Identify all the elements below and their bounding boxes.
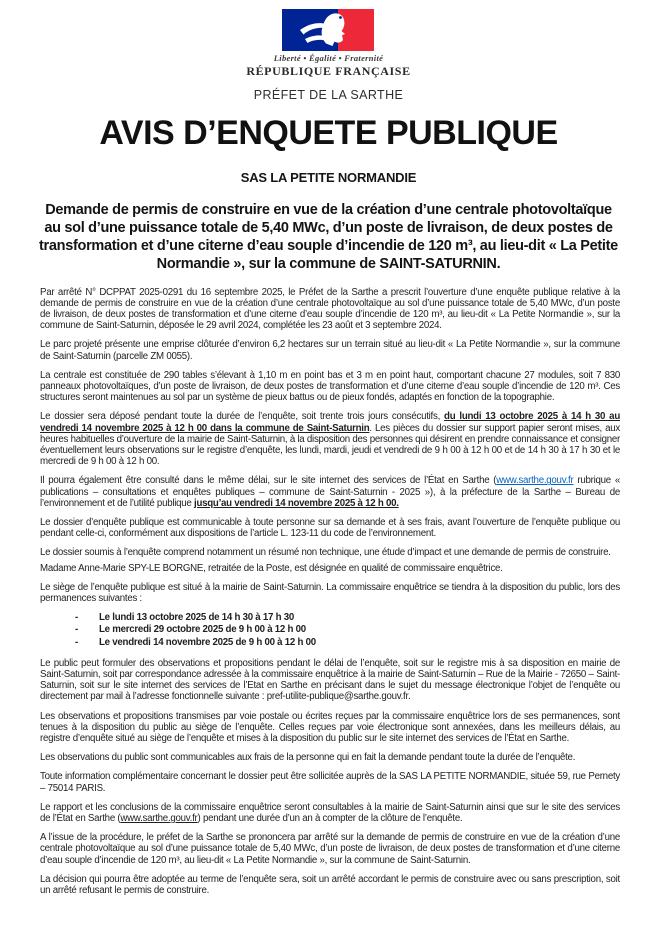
republique-francaise-logo [246, 9, 410, 79]
permanence-item-label: Le lundi 13 octobre 2025 de 14 h 30 à 17 h 30 [99, 612, 294, 624]
paragraph-issue-procedure [40, 832, 620, 866]
permanence-item [75, 612, 620, 623]
sarthe-gouv-link[interactable]: www.sarthe.gouv.fr [120, 813, 198, 825]
paragraph-information-complementaire [40, 771, 620, 793]
text-segment: . Les pièces du dossier sur support papier seront mises, aux heures habituelles d’ouverture de la mairie de Saint-Saturnin, à la disposition des personnes qui désirent en prendre connaissance et consigner éventuellement leurs observations sur le registre d’enquête, les lundi, mardi, jeudi et vendredi de 9 h 00 à 12 h 00 et de 14 h 30 à 17 h 30 et le mercredi de 9 h 00 à 12 h 00. [40, 422, 620, 468]
paragraph-dossier-depose [40, 411, 620, 467]
text-segment: Toute information complémentaire concernant le dossier peut être sollicitée auprès de la SAS LA PETITE NORMANDIE, située 59, rue Pernety – 75014 PARIS. [40, 771, 620, 794]
text-segment: du lundi 13 octobre 2025 à 14 h 30 au vendredi 14 novembre 2025 à 12 h 00 dans la commune de Saint-Saturnin [40, 411, 620, 434]
permanences-list [75, 612, 620, 648]
document-header [0, 0, 657, 102]
republic-label: RÉPUBLIQUE FRANÇAISE [246, 64, 411, 78]
prefecture-label: PRÉFET DE LA SARTHE [253, 88, 404, 102]
marianne-flag-icon [282, 9, 374, 51]
text-segment: Le dossier soumis à l’enquête comprend notamment un résumé non technique, une étude d’impact et une demande de permis de construire. [40, 547, 611, 559]
intro-paragraph: Demande de permis de construire en vue de la création d’une centrale photovoltaïque au sol d’une puissance totale de 5,40 MWc, d’un poste de livraison, de deux postes de transformation et d’une citerne d’eau souple d’incendie de 120 m³, au lieu-dit « La Petite Normandie », sur la commune de SAINT-SATURNIN. [39, 202, 618, 273]
paragraph-observations-transmises [40, 711, 620, 745]
text-segment: Le public peut formuler des observations et propositions pendant le délai de l’enquête, soit sur le registre mis à sa disposition en mairie de Saint-Saturnin, soit par correspondance adressée à la commissaire enquêtrice à la mairie de Saint-Saturnin – Rue de la Mairie - 72650 – Saint-Saturnin, soit sur le site internet des services de l’Etat en Sarthe en précisant dans le sujet du message électronique l’objet de l’enquête ou directement par mail à l’adresse fonctionnelle suivante : pref-utilite-publique@sarthe.gouv.fr. [40, 657, 620, 703]
permanence-item-label: Le vendredi 14 novembre 2025 de 9 h 00 à 12 h 00 [99, 636, 316, 648]
text-segment: Les observations et propositions transmises par voie postale ou écrites reçues par la commissaire enquêtrice lors de ses permanences, sont tenues à la disposition du public au siège de l’enquête. Celles reçues par voie électronique sont annexées, dans les meilleurs délais, au registre d’enquête situé au siège de l’enquête et mises à la disposition du public sur le site internet des services de l’État en Sarthe. [40, 710, 620, 744]
permanence-item [75, 624, 620, 635]
paragraph-communicable [40, 517, 620, 539]
text-segment: jusqu’au vendredi 14 novembre 2025 à 12 h 00. [194, 497, 399, 509]
list-dash-marker: - [75, 624, 78, 636]
paragraph-observations-public [40, 658, 620, 703]
text-segment: ) pendant une durée d’un an à compter de la clôture de l’enquête. [197, 813, 463, 825]
text-segment: La décision qui pourra être adoptée au terme de l’enquête sera, soit un arrêté accordant le permis de construire avec ou sans prescription, soit un arrêté refusant le permis de construire. [40, 873, 620, 897]
page-title: AVIS D’ENQUETE PUBLIQUE [99, 114, 558, 152]
paragraph-centrale [40, 370, 620, 404]
text-segment: Le dossier d’enquête publique est communicable à toute personne sur sa demande et à ses frais, avant l’ouverture de l’enquête publique ou pendant celle-ci, conformément aux dispositions de l’article L. 123-11 du code de l’environnement. [40, 516, 620, 540]
text-segment: Le parc projeté présente une emprise clôturée d’environ 6,2 hectares sur un terrain situé au lieu-dit « La Petite Normandie », sur la commune de Saint-Saturnin (parcelle ZM 0055). [40, 339, 620, 362]
text-segment: Madame Anne-Marie SPY-LE BORGNE, retraitée de la Poste, est désignée en qualité de commissaire enquêtrice. [40, 562, 503, 574]
paragraph-rapport [40, 802, 620, 824]
paragraph-contenu-dossier [40, 547, 620, 558]
motto-text: Liberté • Égalité • Fraternité [273, 53, 384, 63]
list-dash-marker: - [75, 636, 78, 648]
text-segment: rubrique « publications – consultations et enquêtes publiques – commune de Saint-Saturnin - 2025 »), à la préfecture de la Sarthe – Bureau de l’environnement et de l’utilité publique [40, 475, 620, 509]
body-text [40, 287, 620, 897]
paragraph-arrete [40, 287, 620, 332]
paragraph-parc [40, 339, 620, 361]
paragraph-siege [40, 582, 620, 604]
text-segment: A l’issue de la procédure, le préfet de la Sarthe se prononcera par arrêté sur la demande de permis de construire en vue de la création d’une centrale photovoltaïque au sol d’une puissance totale de 5,40 MWc, d’un poste de livraison, de deux postes de transformation et d’une citerne d’eau souple d’incendie de 120 m³, au lieu-dit « La Petite Normandie », sur la commune de Saint-Saturnin. [40, 832, 620, 866]
permanence-item-label: Le mercredi 29 octobre 2025 de 9 h 00 à 12 h 00 [99, 624, 306, 636]
paragraph-commissaire [40, 563, 620, 574]
text-segment: Les observations du public sont communicables aux frais de la personne qui en fait la demande pendant toute la durée de l’enquête. [40, 752, 576, 764]
text-segment: Le rapport et les conclusions de la commissaire enquêtrice seront consultables à la mairie de Saint-Saturnin ainsi que sur le site des services de l’État en Sarthe ( [40, 801, 620, 825]
sarthe-gouv-link[interactable]: www.sarthe.gouv.fr [496, 475, 574, 487]
paragraph-observations-communicables [40, 752, 620, 763]
text-segment: La centrale est constituée de 290 tables s’élevant à 1,10 m en point bas et 3 m en point haut, comportant chacune 27 modules, soit 7 830 panneaux photovoltaïques, d’un poste de livraison, de deux postes de transformation et d’une citerne d’eau souple d’incendie de 120 m³. Ces structures seront maintenues au sol par un système de pieux battus ou de pieux fondés, adaptés en fonction de la topographie. [40, 369, 620, 404]
subtitle: SAS LA PETITE NORMANDIE [240, 170, 417, 185]
text-segment: Le siège de l’enquête publique est situé à la mairie de Saint-Saturnin. La commissaire enquêtrice se tiendra à la disposition du public, lors des permanences suivantes : [40, 581, 620, 604]
paragraph-decision [40, 874, 620, 896]
text-segment: Le dossier sera déposé pendant toute la durée de l’enquête, soit trente trois jours consécutifs, [40, 411, 445, 423]
list-dash-marker: - [75, 612, 78, 624]
permanence-item [75, 637, 620, 648]
text-segment: Par arrêté N° DCPPAT 2025-0291 du 16 septembre 2025, le Préfet de la Sarthe a prescrit l’ouverture d’une enquête publique relative à la demande de permis de construire en vue de la création d’une centrale photovoltaïque au sol d’une puissance totale de 5,40 MWc, d’un poste de livraison, de deux postes de transformation et d’une citerne d’eau souple d’incendie de 120 m³, au lieu-dit « La Petite Normandie », sur la commune de Saint-Saturnin, déposée le 29 avril 2024, complétée les 23 août et 3 septembre 2024. [40, 286, 620, 332]
paragraph-consultation-internet [40, 475, 620, 509]
text-segment: Il pourra également être consulté dans le même délai, sur le site internet des services de l’État en Sarthe ( [40, 475, 497, 487]
